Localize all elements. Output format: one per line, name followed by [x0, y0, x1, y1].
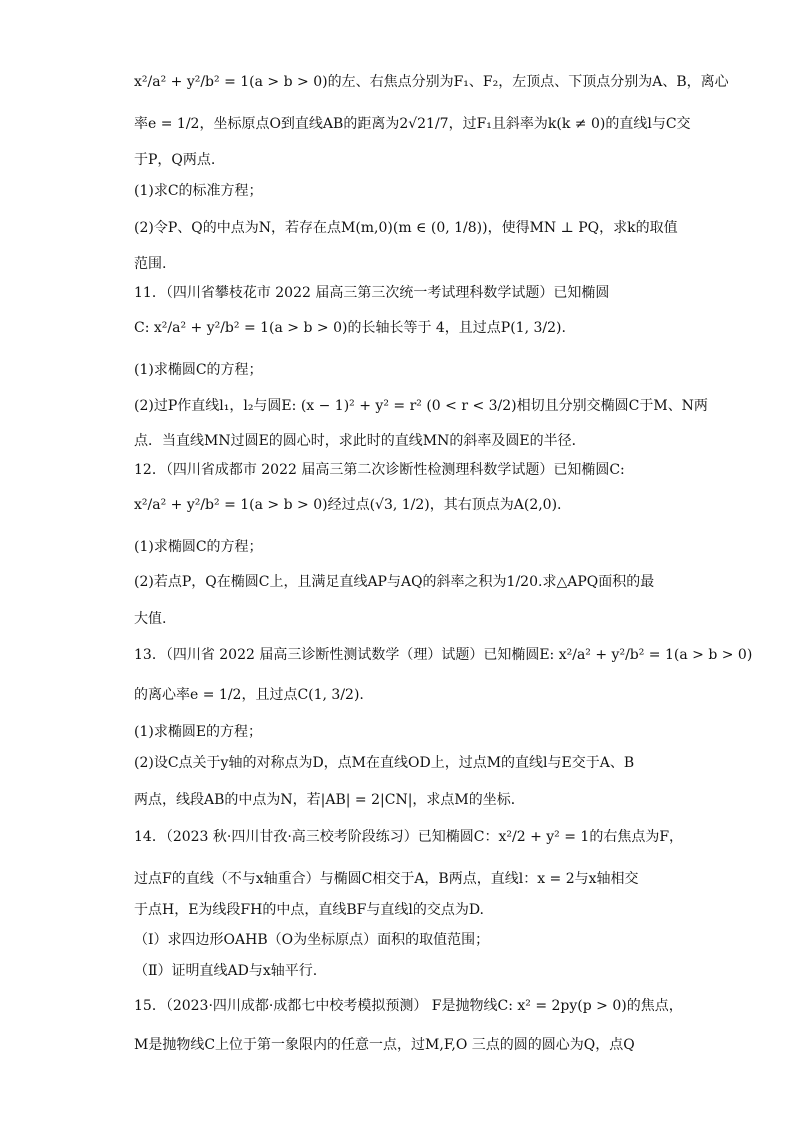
text-line: M是抛物线C上位于第一象限内的任意一点，过M,F,O 三点的圆的圆心为Q，点Q	[134, 1037, 635, 1053]
text-line: (2)过P作直线l₁，l₂与圆E: (x − 1)² + y² = r² (0 < r < 3/2)相切且分别交椭圆C于M、N两	[134, 398, 708, 414]
text-line: (2)若点P，Q在椭圆C上，且满足直线AP与AQ的斜率之积为1/20.求△APQ面积的最	[134, 574, 655, 590]
text-line: 于P，Q两点.	[134, 152, 216, 168]
text-line: （Ⅰ）求四边形OAHB（O为坐标原点）面积的取值范围；	[134, 932, 490, 948]
text-line: 14．（2023 秋·四川甘孜·高三校考阶段练习）已知椭圆C：x²/2 + y² = 1的右焦点为F，	[134, 829, 684, 845]
text-line: x²/a² + y²/b² = 1(a > b > 0)经过点(√3, 1/2)，其右顶点为A(2,0).	[134, 497, 562, 513]
text-line: 13．（四川省 2022 届高三诊断性测试数学（理）试题）已知椭圆E: x²/a² + y²/b² = 1(a > b > 0)	[134, 647, 753, 663]
text-line: 11．（四川省攀枝花市 2022 届高三第三次统一考试理科数学试题）已知椭圆	[134, 285, 610, 301]
text-line: 率e = 1/2，坐标原点O到直线AB的距离为2√21/7，过F₁且斜率为k(k ≠ 0)的直线l与C交	[134, 116, 691, 132]
text-line: C: x²/a² + y²/b² = 1(a > b > 0)的长轴长等于 4，且过点P(1, 3/2).	[134, 320, 566, 336]
text-line: 两点，线段AB的中点为N，若|AB| = 2|CN|，求点M的坐标．	[134, 792, 525, 808]
text-line: (1)求C的标准方程；	[134, 183, 263, 199]
text-line: 点．当直线MN过圆E的圆心时，求此时的直线MN的斜率及圆E的半径．	[134, 433, 586, 449]
text-line: 12．（四川省成都市 2022 届高三第二次诊断性检测理科数学试题）已知椭圆C:	[134, 462, 625, 478]
text-line: (2)令P、Q的中点为N，若存在点M(m,0)(m ∈ (0, 1/8))，使得MN ⊥ PQ，求k的取值	[134, 220, 678, 236]
text-line: (1)求椭圆E的方程；	[134, 724, 263, 740]
text-line: 于点H，E为线段FH的中点，直线BF与直线l的交点为D.	[134, 902, 485, 918]
text-line: (1)求椭圆C的方程；	[134, 539, 263, 555]
text-line: 大值.	[134, 611, 167, 627]
text-line: 15．（2023·四川成都·成都七中校考模拟预测） F是抛物线C: x² = 2py(p > 0)的焦点，	[134, 998, 683, 1014]
text-line: 范围.	[134, 256, 167, 272]
text-line: (1)求椭圆C的方程；	[134, 362, 263, 378]
text-line: x²/a² + y²/b² = 1(a > b > 0)的左、右焦点分别为F₁、F₂，左顶点、下顶点分别为A、B，离心	[134, 74, 729, 90]
text-line: （Ⅱ）证明直线AD与x轴平行.	[134, 963, 318, 979]
text-line: 的离心率e = 1/2，且过点C(1, 3/2).	[134, 687, 364, 703]
text-line: 过点F的直线（不与x轴重合）与椭圆C相交于A，B两点，直线l：x = 2与x轴相交	[134, 871, 639, 887]
text-line: (2)设C点关于y轴的对称点为D，点M在直线OD上，过点M的直线l与E交于A、B	[134, 755, 635, 771]
